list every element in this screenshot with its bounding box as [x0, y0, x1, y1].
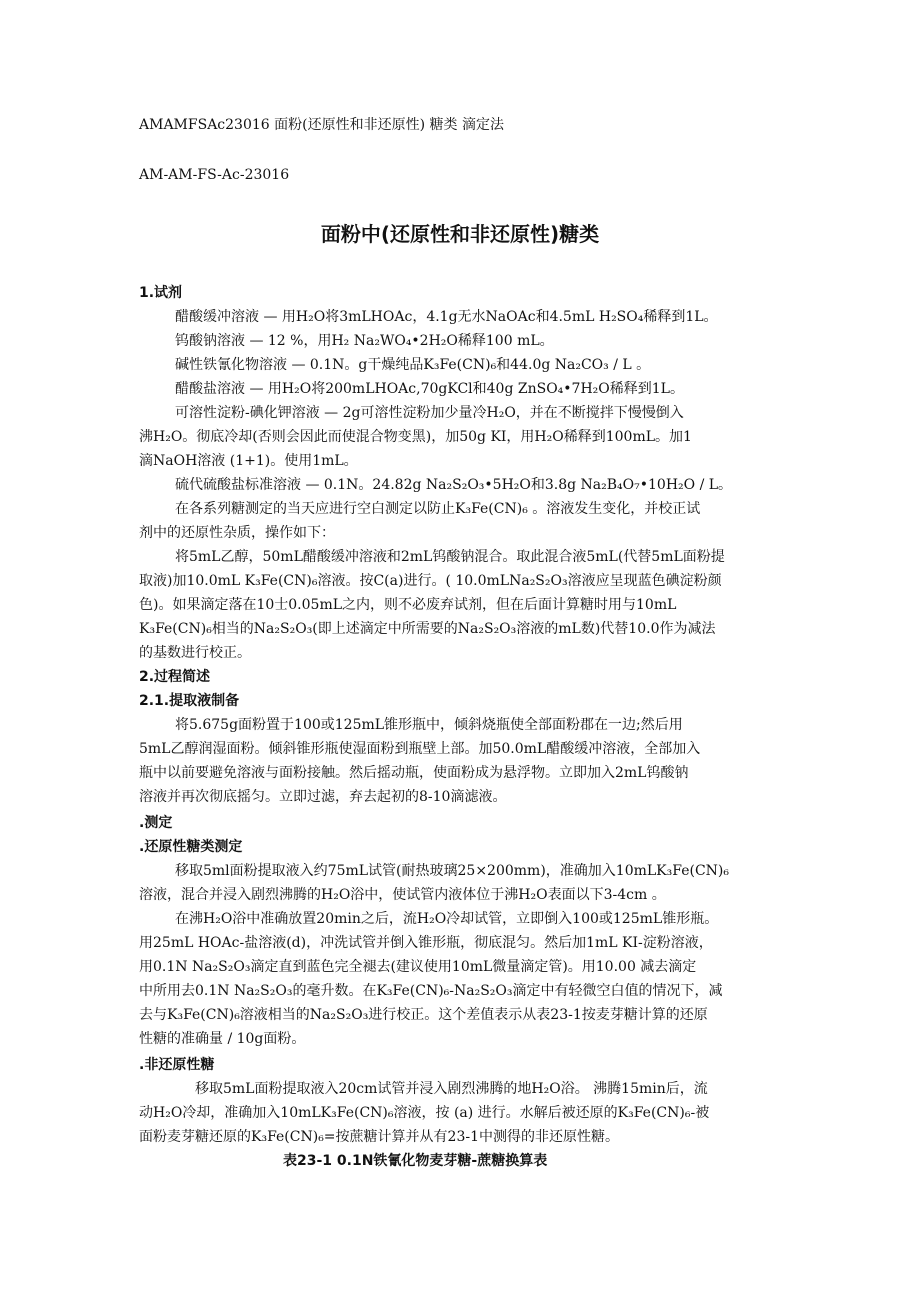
blank-paragraph-1b: 剂中的还原性杂质，操作如下： [139, 525, 335, 541]
extract-paragraph-c: 瓶中以前要避免溶液与面粉接触。然后摇动瓶，使面粉成为悬浮物。立即加入2mL钨酸钠 [139, 765, 689, 781]
extract-paragraph-d: 溶液并再次彻底摇匀。立即过滤，弃去起初的8-10滴滤液。 [139, 789, 507, 805]
reducing-paragraph-2c: 用0.1N Na₂S₂O₃滴定直到蓝色完全褪去(建议使用10mL微量滴定管)。用10.00 减去滴定 [139, 959, 697, 975]
reducing-paragraph-1b: 溶液，混合并浸入剧烈沸腾的H₂O浴中，使试管内液体位于沸H₂O表面以下3-4cm 。 [139, 887, 666, 903]
reagent-starch-ki-3: 滴NaOH溶液 (1+1)。使用1mL。 [139, 453, 358, 469]
page-title: 面粉中(还原性和非还原性)糖类 [320, 222, 600, 246]
reducing-paragraph-2b: 用25mL HOAc-盐溶液(d)，冲洗试管并倒入锥形瓶，彻底混匀。然后加1mL KI-淀粉溶液， [139, 935, 713, 951]
blank-paragraph-2e: 的基数进行校正。 [139, 645, 251, 661]
extract-paragraph-b: 5mL乙醇润湿面粉。倾斜锥形瓶使湿面粉到瓶壁上部。加50.0mL醋酸缓冲溶液，全部加入 [139, 741, 701, 757]
reagent-sodium-tungstate: 钨酸钠溶液 — 12 %，用H₂ Na₂WO₄•2H₂O稀释100 mL。 [175, 333, 554, 349]
doc-code: AM-AM-FS-Ac-23016 [139, 167, 290, 183]
subsection-heading-reducing: .还原性糖类测定 [139, 839, 243, 855]
doc-header-line: AMAMFSAc23016 面粉(还原性和非还原性) 糖类 滴定法 [139, 117, 504, 133]
reagent-alkaline-ferricyanide: 碱性铁氰化物溶液 — 0.1N。g干燥纯品K₃Fe(CN)₆和44.0g Na₂CO₃ / L 。 [175, 357, 651, 373]
reducing-paragraph-2d: 中所用去0.1N Na₂S₂O₃的毫升数。在K₃Fe(CN)₆-Na₂S₂O₃滴定中有轻微空白值的情况下，减 [139, 983, 723, 999]
reagent-thiosulfate: 硫代硫酸盐标准溶液 — 0.1N。24.82g Na₂S₂O₃•5H₂O和3.8g Na₂B₄O₇•10H₂O / L。 [175, 477, 733, 493]
blank-paragraph-2d: K₃Fe(CN)₆相当的Na₂S₂O₃(即上述滴定中所需要的Na₂S₂O₃溶液的mL数)代替10.0作为减法 [139, 621, 716, 637]
reducing-paragraph-2f: 性糖的准确量 / 10g面粉。 [139, 1031, 306, 1047]
reagent-acetate-buffer: 醋酸缓冲溶液 — 用H₂O将3mLHOAc，4.1g无水NaOAc和4.5mL H₂SO₄稀释到1L。 [175, 309, 718, 325]
blank-paragraph-1a: 在各系列糖测定的当天应进行空白测定以防止K₃Fe(CN)₆ 。溶液发生变化，并校正试 [175, 501, 701, 517]
subsection-heading-nonreducing: .非还原性糖 [139, 1057, 215, 1073]
nonreducing-paragraph-a: 移取5mL面粉提取液入20cm试管并浸入剧烈沸腾的地H₂O浴。 沸腾15min后，流 [195, 1081, 708, 1097]
table-caption: 表23-1 0.1N铁氰化物麦芽糖-蔗糖换算表 [283, 1153, 548, 1169]
extract-paragraph-a: 将5.675g面粉置于100或125mL锥形瓶中，倾斜烧瓶使全部面粉郡在一边;然后用 [175, 717, 683, 733]
section-heading-procedure: 2.过程简述 [139, 669, 211, 685]
nonreducing-paragraph-c: 面粉麦芽糖还原的K₃Fe(CN)₆=按蔗糖计算并从有23-1中测得的非还原性糖。 [139, 1129, 619, 1145]
reducing-paragraph-2e: 去与K₃Fe(CN)₆溶液相当的Na₂S₂O₃进行校正。这个差值表示从表23-1按麦芽糖计算的还原 [139, 1007, 708, 1023]
subsection-heading-extract: 2.1.提取液制备 [139, 693, 240, 709]
reagent-acetate-salt: 醋酸盐溶液 — 用H₂O将200mLHOAc,70gKCl和40g ZnSO₄•7H₂O稀释到1L。 [175, 381, 684, 397]
nonreducing-paragraph-b: 动H₂O冷却，准确加入10mLK₃Fe(CN)₆溶液，按 (a) 进行。水解后被还原的K₃Fe(CN)₆-被 [139, 1105, 710, 1121]
section-heading-reagents: 1.试剂 [139, 285, 183, 301]
blank-paragraph-2b: 取液)加10.0mL K₃Fe(CN)₆溶液。按C(a)进行。( 10.0mLNa₂S₂O₃溶液应呈现蓝色碘淀粉颜 [139, 573, 722, 589]
blank-paragraph-2c: 色)。如果滴定落在10士0.05mL之内，则不必废弃试剂，但在后面计算糖时用与10mL [139, 597, 677, 613]
blank-paragraph-2a: 将5mL乙醇，50mL醋酸缓冲溶液和2mL钨酸钠混合。取此混合液5mL(代替5mL面粉提 [175, 549, 725, 565]
reducing-paragraph-2a: 在沸H₂O浴中准确放置20min之后，流H₂O冷却试管，立即倒入100或125mL锥形瓶。 [175, 911, 719, 927]
reducing-paragraph-1a: 移取5ml面粉提取液入约75mL试管(耐热玻璃25×200mm)，准确加入10mLK₃Fe(CN)₆ [175, 863, 729, 879]
reagent-starch-ki-2: 沸H₂O。彻底冷却(否则会因此而使混合物变黑)，加50g KI，用H₂O稀释到100mL。加1 [139, 429, 692, 445]
reagent-starch-ki-1: 可溶性淀粉-碘化钾溶液 — 2g可溶性淀粉加少量冷H₂O，并在不断搅拌下慢慢倒入 [175, 405, 684, 421]
section-heading-determination: .测定 [139, 815, 173, 831]
